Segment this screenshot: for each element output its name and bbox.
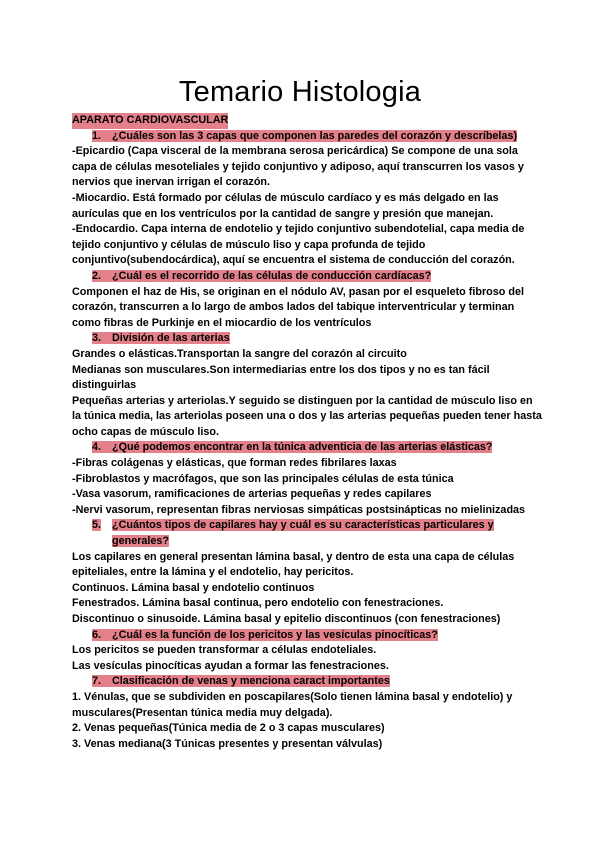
question-5 xyxy=(72,518,542,549)
question-7-number: 7. xyxy=(92,675,102,688)
answer-7-venas-medianas: 3. Venas mediana(3 Túnicas presentes y presentan válvulas) xyxy=(72,737,383,750)
question-6 xyxy=(72,628,542,644)
answer-4-vasa-vasorum: -Vasa vasorum, ramificaciones de arterias pequeñas y redes capilares xyxy=(72,488,432,501)
question-5-number: 5. xyxy=(92,519,102,532)
question-5-text: ¿Cuántos tipos de capilares hay y cuál es su características particulares y generales? xyxy=(112,519,494,548)
answer-4-fibras: -Fibras colágenas y elásticas, que forman redes fibrilares laxas xyxy=(72,457,397,470)
question-2 xyxy=(72,269,542,285)
question-7-text: Clasificación de venas y menciona caract importantes xyxy=(112,675,390,688)
answer-1-miocardio: -Miocardio. Está formado por células de músculo cardíaco y es más delgado en las aurículas que en los ventrículos por la cantidad de sangre y presión que manejan. xyxy=(72,191,499,220)
question-7 xyxy=(72,674,542,690)
question-6-text: ¿Cuál es la función de los pericitos y las vesículas pinocíticas? xyxy=(112,628,438,641)
question-3-text: División de las arterias xyxy=(112,332,230,345)
question-3-number: 3. xyxy=(92,332,102,345)
question-4-number: 4. xyxy=(92,441,102,454)
answer-5-general: Los capilares en general presentan lámina basal, y dentro de esta una capa de células epiteliales, entre la lámina y el endotelio, hay pericitos. xyxy=(72,550,515,579)
answer-6-pericitos: Los pericitos se pueden transformar a células endoteliales. xyxy=(72,644,377,657)
document-body xyxy=(72,113,542,752)
question-2-text: ¿Cuál es el recorrido de las células de conducción cardíacas? xyxy=(112,269,432,282)
question-4 xyxy=(72,440,542,456)
answer-3-grandes: Grandes o elásticas.Transportan la sangre del corazón al circuito xyxy=(72,347,407,360)
answer-1-epicardio: -Epicardio (Capa visceral de la membrana serosa pericárdica) Se compone de una sola capa de células mesoteliales y tejido conjuntivo y adiposo, aquí transcurren los vasos y nervios que inervan irrigan el corazón. xyxy=(72,145,524,189)
question-1-text: ¿Cuáles son las 3 capas que componen las paredes del corazón y descríbelas) xyxy=(112,129,518,142)
answer-5-discontinuo: Discontinuo o sinusoide. Lámina basal y epitelio discontinuos (con fenestraciones) xyxy=(72,613,501,625)
answer-7-venas-pequenas: 2. Venas pequeñas(Túnica media de 2 o 3 capas musculares) xyxy=(72,722,385,735)
question-2-number: 2. xyxy=(92,269,102,282)
answer-4-fibroblastos: -Fibroblastos y macrófagos, que son las principales células de esta túnica xyxy=(72,472,454,485)
answer-4-nervi-vasorum: -Nervi vasorum, representan fibras nerviosas simpáticas postsinápticas no mielinizadas xyxy=(72,503,526,516)
question-1 xyxy=(72,129,542,145)
question-6-number: 6. xyxy=(92,628,102,641)
answer-7-venulas: 1. Vénulas, que se subdividen en poscapilares(Solo tienen lámina basal y endotelio) y musculares(Presentan túnica media muy delgada). xyxy=(72,690,513,719)
answer-1-endocardio: -Endocardio. Capa interna de endotelio y tejido conjuntivo subendotelial, capa media de tejido conjuntivo y células de músculo liso y capa profunda de tejido conjuntivo(subendocárdica), aquí se encuentra el sistema de conducción del corazón. xyxy=(72,223,525,267)
answer-2: Componen el haz de His, se originan en el nódulo AV, pasan por el esqueleto fibroso del corazón, transcurren a lo largo de ambos lados del tabique interventricular y terminan como fibras de Purkinje en el miocardio de los ventrículos xyxy=(72,285,524,329)
answer-5-continuos: Continuos. Lámina basal y endotelio continuos xyxy=(72,581,315,594)
page-title: Temario Histologia xyxy=(178,76,422,108)
answer-3-pequenas: Pequeñas arterias y arteriolas.Y seguido se distinguen por la cantidad de músculo liso en la túnica media, las arteriolas poseen una o dos y las arterias pequeñas pueden tener hasta ocho capas de músculo liso. xyxy=(72,394,542,438)
answer-3-medianas: Medianas son musculares.Son intermediarias entre los dos tipos y no es tan fácil distinguirlas xyxy=(72,363,490,392)
question-4-text: ¿Qué podemos encontrar en la túnica adventicia de las arterias elásticas? xyxy=(112,441,493,454)
answer-6-vesiculas: Las vesículas pinocíticas ayudan a formar las fenestraciones. xyxy=(72,659,389,672)
section-heading: APARATO CARDIOVASCULAR xyxy=(72,113,228,129)
question-3 xyxy=(72,331,542,347)
answer-5-fenestrados: Fenestrados. Lámina basal continua, pero endotelio con fenestraciones. xyxy=(72,597,444,610)
question-1-number: 1. xyxy=(92,129,102,142)
